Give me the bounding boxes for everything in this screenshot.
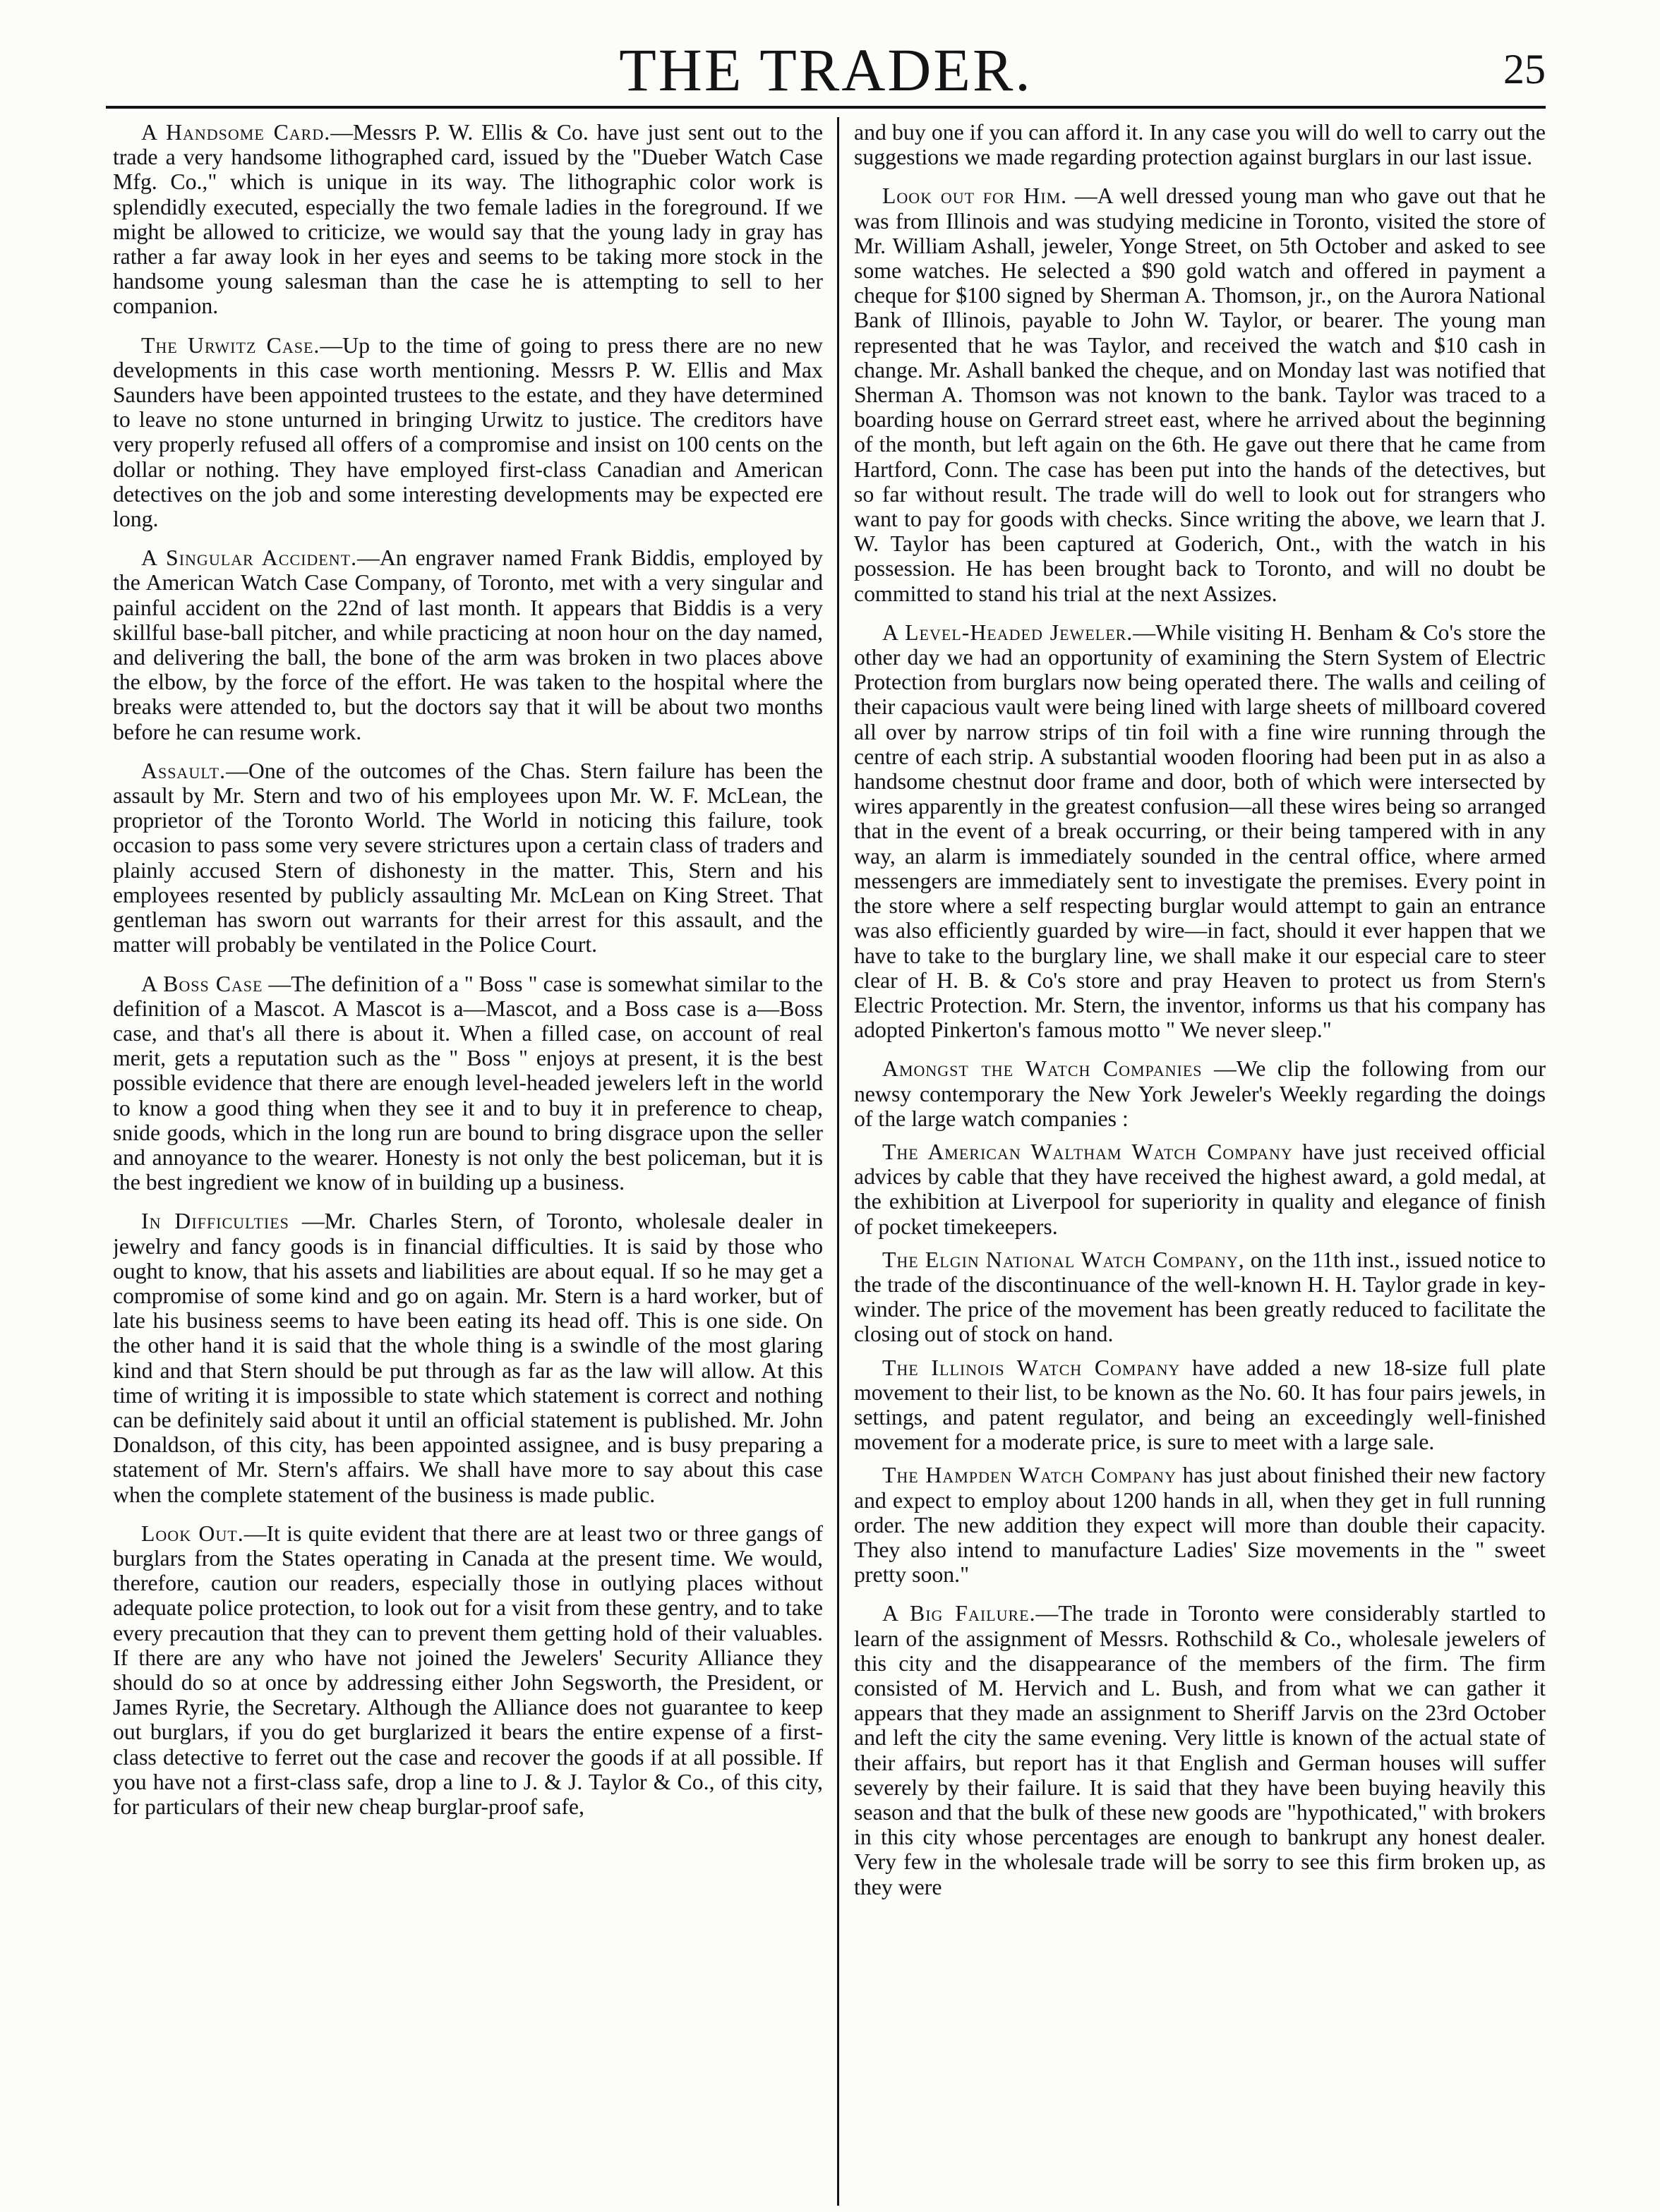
article-heading: The Urwitz Case. xyxy=(141,332,320,358)
article-body: —The definition of a " Boss " case is somewhat similar to the definition of a Mascot. A Mascot is a—Mascot, and a Boss case is a—Boss case, and that's all there is about it. When a filled case, on account of real merit, gets a reputation such as the " Boss " enjoys at present, it is the best possible evidence that there are enough level-headed jewelers left in the world to know a good thing when they see it and to buy it in preference to cheap, snide goods, which in the long run are bound to bring disgrace upon the seller and annoyance to the wearer. Honesty is not only the best policeman, but it is the best ingredient we know of in building up a business. xyxy=(113,971,823,1195)
article-body: —One of the outcomes of the Chas. Stern failure has been the assault by Mr. Stern and two of his employees upon Mr. W. F. McLean, the proprietor of the Toronto World. The World in noticing this failure, took occasion to pass some very severe strictures upon a certain class of traders and plainly accused Stern of dishonesty in the matter. This, Stern and his employees resented by publicly assaulting Mr. McLean on King Street. That gentleman has sworn out warrants for their arrest for this assault, and the matter will probably be ventilated in the Police Court. xyxy=(113,758,823,957)
article-body: have added a new 18-size full plate movement to their list, to be known as the No. 60. It has four pairs jewels, in settings, and patent regulator, and being an exceedingly well-finished movement for a moderate price, is sure to meet with a large sale. xyxy=(854,1355,1546,1455)
article-heading: Assault. xyxy=(141,758,227,783)
article-boss-case xyxy=(113,972,823,1195)
article-body: —Messrs P. W. Ellis & Co. have just sent out to the trade a very handsome lithographed card, issued by the "Dueber Watch Case Mfg. Co.," which is unique in its way. The lithographic color work is splendidly executed, especially the two female ladies in the foreground. If we might be allowed to criticize, we would say that the young lady in gray has rather a far away look in her eyes and seems to be taking more stock in the handsome young salesman than the case he is attempting to sell to her companion. xyxy=(113,120,823,319)
article-body: —Mr. Charles Stern, of Toronto, wholesale dealer in jewelry and fancy goods is in financial difficulties. It is said by those who ought to know, that his assets and liabilities are about equal. If so he may get a compromise of some kind and go on again. Mr. Stern is a hard worker, but of late his business seems to have been eating its head off. This is one side. On the other hand it is said that the whole thing is a swindle of the most glaring kind and that Stern should be put through as far as the law will allow. At this time of writing it is impossible to state which statement is correct and nothing can be definitely said about it until an official statement is published. Mr. John Donaldson, of this city, has been appointed assignee, and is busy preparing a statement of Mr. Stern's affairs. We shall have more to say about this case when the complete statement of the business is made public. xyxy=(113,1209,823,1507)
article-handsome-card xyxy=(113,120,823,319)
article-body: —The trade in Toronto were considerably startled to learn of the assignment of Messrs. Rothschild & Co., wholesale jewelers of this city and the disappearance of the members of the firm. The firm consisted of M. Hervich and L. Bush, and from what we can gather it appears that they made an assignment to Sheriff Jarvis on the 23rd October and left the city the same evening. Very little is known of the actual state of their affairs, but report has it that English and German houses will suffer severely by their failure. It is said that they have been buying heavily this season and that the bulk of these new goods are "hypothicated," with brokers in this city whose percentages are enough to bankrupt any honest dealer. Very few in the wholesale trade will be sorry to see this firm broken up, as they were xyxy=(854,1601,1546,1899)
article-assault xyxy=(113,759,823,957)
article-body: has just about finished their new factory and expect to employ about 1200 hands in all, when they get in full running order. The new addition they expect will more than double their capacity. They also intend to manufacture Ladies' Size movements in the " sweet pretty soon." xyxy=(854,1463,1546,1588)
article-body: have just received official advices by cable that they have received the highest award, a gold medal, at the exhibition at Liverpool for superiority in quality and elegance of finish of pocket timekeepers. xyxy=(854,1139,1546,1239)
article-heading: Look Out. xyxy=(141,1521,244,1546)
article-heading: A Big Failure. xyxy=(882,1601,1036,1626)
header-rule xyxy=(106,106,1546,109)
article-look-out-for-him xyxy=(854,183,1546,605)
article-heading: In Difficulties xyxy=(141,1209,289,1234)
article-heading: A Handsome Card. xyxy=(141,120,331,145)
article-big-failure xyxy=(854,1601,1546,1899)
article-body: —Up to the time of going to press there are no new developments in this case worth mentioning. Messrs P. W. Ellis and Max Saunders have been appointed trustees to the estate, and they have determined to leave no stone unturned in bringing Urwitz to justice. The creditors have very properly refused all offers of a compromise and insist on 100 cents on the dollar or nothing. They have employed first-class Canadian and American detectives on the job and some interesting developments may be expected ere long. xyxy=(113,332,823,532)
article-body: and buy one if you can afford it. In any case you will do well to carry out the suggestions we made regarding protection against burglars in our last issue. xyxy=(854,120,1546,170)
right-column xyxy=(854,120,1546,2159)
item-illinois xyxy=(854,1355,1546,1455)
column-divider xyxy=(837,117,839,2206)
article-heading: Look out for Him. xyxy=(882,183,1068,209)
item-hampden xyxy=(854,1463,1546,1587)
article-body: on the 11th inst., issued notice to the trade of the discontinuance of the well-known H. H. Taylor grade in key-winder. The price of the movement has been greatly reduced to facilitate the closing out of stock on hand. xyxy=(854,1247,1546,1347)
masthead xyxy=(106,34,1546,111)
article-heading: The Elgin National Watch Company, xyxy=(882,1247,1245,1272)
article-heading: A Boss Case xyxy=(141,971,263,996)
article-watch-companies xyxy=(854,1056,1546,1131)
article-heading: The Illinois Watch Company xyxy=(882,1355,1181,1380)
article-heading: A Level-Headed Jeweler. xyxy=(882,620,1133,645)
article-body: —It is quite evident that there are at least two or three gangs of burglars from the States operating in Canada at the present time. We would, therefore, caution our readers, especially those in outlying places without adequate police protection, to look out for a visit from these gentry, and to take every precaution that they can to prevent them getting hold of their valuables. If there are any who have not joined the Jewelers' Security Alliance they should do so at once by addressing either John Segsworth, the President, or James Ryrie, the Secretary. Although the Alliance does not guarantee to keep out burglars, if you do get burglarized it bears the entire expense of a first-class detective to ferret out the case and recover the goods if at all possible. If you have not a first-class safe, drop a line to J. & J. Taylor & Co., of this city, for particulars of their new cheap burglar-proof safe, xyxy=(113,1521,823,1819)
article-body: —While visiting H. Benham & Co's store the other day we had an opportunity of examining the Stern System of Electric Protection from burglars now being operated there. The walls and ceiling of their capacious vault were being lined with large sheets of millboard covered all over by narrow strips of tin foil with a fine wire running through the centre of each strip. A substantial wooden flooring had been put in as also a handsome chestnut door frame and door, both of which were intersected by wires apparently in the greatest confusion—all these wires being so arranged that in the event of a break occurring, or their being tampered with in any way, an alarm is immediately sounded in the central office, where armed messengers are immediately sent to investigate the premises. Every point in the store where a self respecting burglar would attempt to gain an entrance was also efficiently guarded by wire—in fact, should it ever happen that we have to take to the burglary line, we shall make it our especial care to steer clear of H. B. & Co's store and pray Heaven to protect us from Stern's Electric Protection. Mr. Stern, the inventor, informs us that his company has adopted Pinkerton's famous motto " We never sleep." xyxy=(854,620,1546,1043)
item-waltham xyxy=(854,1140,1546,1239)
article-body: —An engraver named Frank Biddis, employed by the American Watch Case Company, of Toronto, met with a very singular and painful accident on the 22nd of last month. It appears that Biddis is a very skillful base-ball pitcher, and while practicing at noon hour on the day named, and delivering the ball, the bone of the arm was broken in two places above the elbow, by the force of the effort. He was taken to the hospital where the breaks were attended to, but the doctors say that it will be about two months before he can resume work. xyxy=(113,545,823,744)
article-look-out xyxy=(113,1521,823,1819)
article-body: —We clip the following from our newsy contemporary the New York Jeweler's Weekly regarding the doings of the large watch companies : xyxy=(854,1056,1546,1131)
page-number: 25 xyxy=(1503,46,1546,92)
article-heading: The American Waltham Watch Company xyxy=(882,1139,1293,1164)
article-heading: A Singular Accident. xyxy=(141,545,358,571)
article-singular-accident xyxy=(113,545,823,744)
left-column xyxy=(113,120,823,2159)
article-look-out-continued xyxy=(854,120,1546,169)
article-urwitz-case xyxy=(113,333,823,532)
item-elgin xyxy=(854,1247,1546,1347)
article-heading: Amongst the Watch Companies xyxy=(882,1056,1203,1082)
article-body: —A well dressed young man who gave out that he was from Illinois and was studying medicine in Toronto, visited the store of Mr. William Ashall, jeweler, Yonge Street, on 5th October and asked to see some watches. He selected a $90 gold watch and offered in payment a cheque for $100 signed by Sherman A. Thomson, jr., on the Aurora National Bank of Illinois, payable to John W. Taylor, or bearer. The young man represented that he was Taylor, and received the watch and $10 cash in change. Mr. Ashall banked the cheque, and on Monday last was notified that Sherman A. Thomson was not known to the bank. Taylor was traced to a boarding house on Gerrard street east, where he arrived about the beginning of the month, but left again on the 6th. He gave out there that he came from Hartford, Conn. The case has been put into the hands of the detectives, but so far without result. The trade will do well to look out for strangers who want to pay for goods with checks. Since writing the above, we learn that J. W. Taylor has been captured at Goderich, Ont., with the watch in his possession. He has been brought back to Toronto, and will no doubt be committed to stand his trial at the next Assizes. xyxy=(854,183,1546,606)
publication-title: THE TRADER. xyxy=(619,36,1033,104)
article-in-difficulties xyxy=(113,1209,823,1506)
article-heading: The Hampden Watch Company xyxy=(882,1463,1177,1488)
article-level-headed-jeweler xyxy=(854,620,1546,1042)
